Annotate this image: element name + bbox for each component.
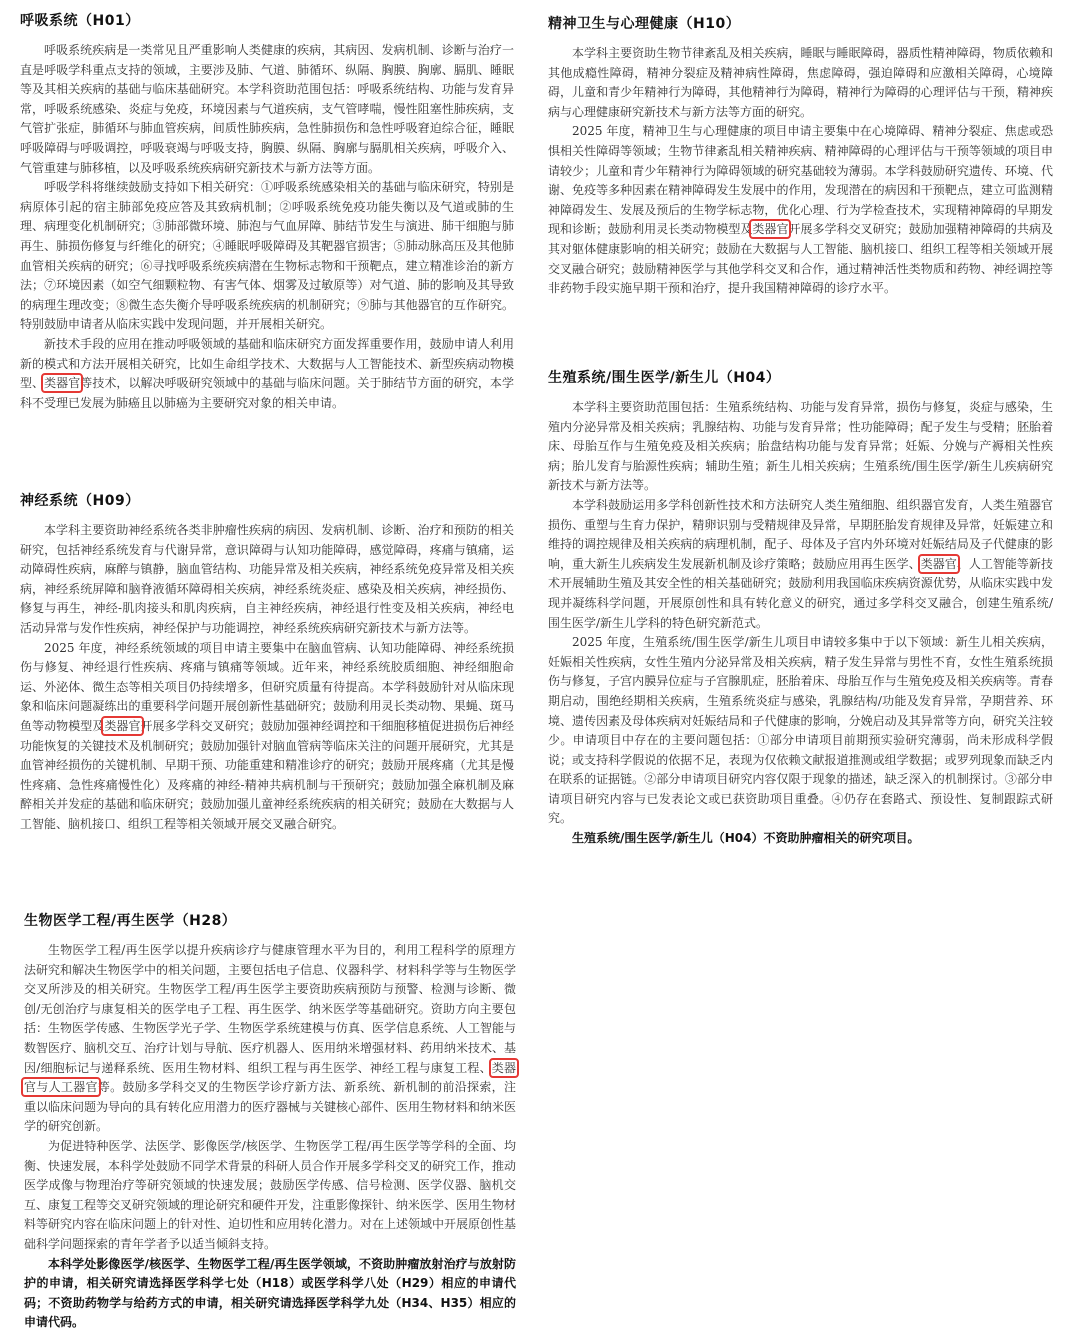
text-run: 、人工智能等新技术开展辅助生殖及其安全性的相关基础研究；鼓励利用我国临床疾病资源优势，从临床实践中发现并凝练科学问题，开展原创性和具有转化意义的研究，通过多学科交叉融合，创建生殖系统/围生医学/新生儿学科的特色研究新范式。 <box>548 556 1053 630</box>
text-run: 等。鼓励多学科交叉的生物医学诊疗新方法、新系统、新机制的前沿探索，注重以临床问题为导向的具有转化应用潜力的医疗器械与关键核心部件、医用生物材料和纳米医学的研究创新。 <box>24 1080 517 1134</box>
section-mental-health-h10 <box>548 13 1053 299</box>
paragraph: 本学科主要资助范围包括：生殖系统结构、功能与发育异常，损伤与修复，炎症与感染，生殖内分泌异常及相关疾病；乳腺结构、功能与发育异常；性功能障碍；配子发生与受精；胚胎着床、母胎互作与生殖免疫及相关疾病；胎盘结构功能与发育异常；妊娠、分娩与产褥相关性疾病；胎儿发育与胎源性疾病；辅助生殖；新生儿相关疾病；生殖系统/围生医学/新生儿疾病研究新技术与新方法等。 <box>548 400 1053 493</box>
paragraph: 呼吸学科将继续鼓励支持如下相关研究：①呼吸系统感染相关的基础与临床研究，特别是病原体引起的宿主肺部免疫应答及其致病机制；②呼吸系统免疫功能失衡以及气道或肺的生理、病理变化机制研究；③肺部微环境、肺泡与气血屏障、肺结节发生与演进、肺干细胞与肺再生、肺损伤修复与纤维化的研究；④睡眠呼吸障碍及其靶器官损害；⑤肺动脉高压及其他肺血管相关疾病的研究；⑥寻找呼吸系统疾病潜在生物标志物和干预靶点，建立精准诊治的新方法；⑦环境因素（如空气细颗粒物、有害气体、烟雾及过敏原等）对气道、肺的影响及其导致的病理生理改变；⑧微生态失衡介导呼吸系统疾病的机制研究；⑨肺与其他器官的互作研究。特别鼓励申请者从临床实践中发现问题，并开展相关研究。 <box>20 180 514 332</box>
highlighted-keyword: 类器官 <box>752 222 789 237</box>
section-title: 生物医学工程/再生医学（H28） <box>24 913 237 929</box>
section-title: 生殖系统/围生医学/新生儿（H04） <box>548 370 781 386</box>
paragraph <box>20 639 514 835</box>
highlighted-keyword: 类器官 <box>104 718 141 733</box>
paragraph-note: 本科学处影像医学/核医学、生物医学工程/再生医学领域，不资助肿瘤放射治疗与放射防护的申请，相关研究请选择医学科学七处（H18）或医学科学八处（H29）相应的申请代码；不资助药物学与给药方式的申请，相关研究请选择医学科学九处（H34、H35）相应的申请代码。 <box>24 1256 516 1330</box>
paragraph: 2025 年度，生殖系统/围生医学/新生儿项目申请较多集中于以下领域：新生儿相关疾病，妊娠相关性疾病，女性生殖内分泌异常及相关疾病，精子发生异常与男性不育，女性生殖系统损伤与修复，子宫内膜异位症与子宫腺肌症，胚胎着床、母胎互作与生殖免疫及相关疾病等。青春期启动，围绝经期相关疾病，生殖系统炎症与感染，乳腺结构/功能及发育异常，孕期营养、环境、遗传因素及母体疾病对妊娠结局和子代健康的影响，分娩启动及其异常等方向，研究关注较少。申请项目中存在的主要问题包括：①部分申请项目前期预实验研究薄弱，尚未形成科学假说；或支持科学假说的依据不足，表现为仅依赖文献报道推测或组学数据；或罗列现象而缺乏内在联系的证据链。②部分申请项目研究内容仅限于现象的描述，缺乏深入的机制探讨。③部分申请项目研究内容与已发表论文或已获资助项目重叠。④仍存在套路式、预设性、复制跟踪式研究。 <box>548 635 1053 826</box>
section-reproductive-h04 <box>548 367 1053 849</box>
section-respiratory-h01 <box>20 10 514 413</box>
paragraph: 本学科主要资助神经系统各类非肿瘤性疾病的病因、发病机制、诊断、治疗和预防的相关研究，包括神经系统发育与代谢异常，意识障碍与认知功能障碍，感觉障碍，疼痛与镇痛，运动障碍性疾病，麻醉与镇静，脑血管结构、功能异常及相关疾病，神经系统免疫异常及相关疾病，神经系统屏障和脑脊液循环障碍相关疾病，神经系统炎症、感染及相关疾病，神经损伤、修复与再生，神经-肌肉接头和肌肉疾病，自主神经疾病，神经退行性变及相关疾病，神经电活动异常与发作性疾病，神经保护与功能调控，神经系统疾病研究新技术与新方法等。 <box>20 523 514 635</box>
text-run: 本学科鼓励运用多学科创新性技术和方法研究人类生殖细胞、组织器官发育，人类生殖器官损伤、重塑与生育力保护，精卵识别与受精规律及异常，早期胚胎发育规律及异常，妊娠建立和维持的调控规律及相关疾病的病理机制，配子、母体及子宫内外环境对妊娠结局及子代健康的影响，重大新生儿疾病发生发展新机制及诊疗策略；鼓励应用再生医学、 <box>548 497 1053 571</box>
text-run: 2025 年度，精神卫生与心理健康的项目申请主要集中在心境障碍、精神分裂症、焦虑或恐惧相关性障碍等领域；生物节律紊乱相关精神疾病、精神障碍的心理评估与干预等领域的项目申请较少；儿童和青少年精神行为障碍领域的研究基础较为薄弱。本学科鼓励研究遗传、环境、代谢、免疫等多种因素在精神障碍发生发展中的作用，发现潜在的病因和干预靶点，建立可监测精神障碍发生、发展及预后的生物学标志物，优化心理、行为学检查技术，实现精神障碍的早期发现和诊断；鼓励利用灵长类动物模型及 <box>548 124 1053 237</box>
paragraph <box>548 122 1053 298</box>
text-run: 新技术手段的应用在推动呼吸领域的基础和临床研究方面发挥重要作用，鼓励申请人利用新的模式和方法开展相关研究，比如生命组学技术、大数据与人工智能技术、新型疾病动物模型、 <box>20 336 514 391</box>
text-run: 等技术，以解决呼吸研究领域中的基础与临床问题。关于肺结节方面的研究，本学科不受理已发展为肺癌且以肺癌为主要研究对象的相关申请。 <box>20 376 514 410</box>
paragraph: 呼吸系统疾病是一类常见且严重影响人类健康的疾病，其病因、发病机制、诊断与治疗一直是呼吸学科重点支持的领域，主要涉及肺、气道、肺循环、纵隔、胸膜、胸廓、膈肌、睡眠等及其相关疾病的基础与临床基础研究。本学科资助范围包括：呼吸系统结构、功能与发育异常，呼吸系统感染、炎症与免疫，环境因素与气道疾病，支气管哮喘，慢性阻塞性肺疾病，支气管扩张症，肺循环与肺血管疾病，间质性肺疾病，急性肺损伤和急性呼吸窘迫综合征，睡眠呼吸障碍与呼吸调控，呼吸衰竭与呼吸支持，胸膜、纵隔、胸廓与膈肌相关疾病，呼吸介入、气管重建与肺移植，以及呼吸系统疾病研究新技术与新方法等方面。 <box>20 43 514 175</box>
paragraph-note: 生殖系统/围生医学/新生儿（H04）不资助肿瘤相关的研究项目。 <box>572 831 920 846</box>
section-title: 神经系统（H09） <box>20 493 140 509</box>
highlighted-keyword: 类器官与人工器官 <box>24 1060 516 1095</box>
section-title: 精神卫生与心理健康（H10） <box>548 16 741 32</box>
highlighted-keyword: 类器官 <box>920 556 957 571</box>
text-run: 开展多学科交叉研究；鼓励加强精神障碍的共病及其对躯体健康影响的相关研究；鼓励在大数据与人工智能、脑机接口、组织工程等相关领域开展交叉融合研究；鼓励精神医学与其他学科交叉和合作，通过精神活性类物质和药物、神经调控等非药物手段实施早期干预和治疗，提升我国精神障碍的诊疗水平。 <box>548 222 1053 296</box>
highlighted-keyword: 类器官 <box>44 376 81 391</box>
text-run: 开展多学科交叉研究；鼓励加强神经调控和干细胞移植促进损伤后神经功能恢复的关键技术及机制研究；鼓励加强针对脑血管病等临床关注的问题开展研究，尤其是血管神经损伤的关键机制、早期干预、功能重建和精准诊疗的研究；鼓励开展疼痛（尤其是慢性疼痛、急性疼痛慢性化）及疼痛的神经-精神共病机制与干预研究；鼓励加强全麻机制及麻醉相关并发症的基础和临床研究；鼓励加强儿童神经系统疾病的相关研究；鼓励在大数据与人工智能、脑机接口、组织工程等相关领域开展交叉融合研究。 <box>20 718 514 831</box>
paragraph <box>24 941 516 1137</box>
paragraph <box>548 496 1053 633</box>
section-biomedical-engineering-h28 <box>24 910 516 1333</box>
section-nervous-h09 <box>20 490 514 835</box>
text-run: 生物医学工程/再生医学以提升疾病诊疗与健康管理水平为目的，利用工程科学的原理方法研究和解决生物医学中的相关问题，主要包括电子信息、仪器科学、材料科学等与生物医学交叉所涉及的相关研究。生物医学工程/再生医学主要资助疾病预防与预警、检测与诊断、微创/无创治疗与康复相关的医学电子工程、再生医学、纳米医学等基础研究。资助方向主要包括：生物医学传感、生物医学光子学、生物医学系统建模与仿真、医学信息系统、人工智能与数智医疗、脑机交互、治疗计划与导航、医疗机器人、医用纳米增强材料、药用纳米技术、基因/细胞标记与递释系统、医用生物材料、组织工程与再生医学、神经工程与康复工程、 <box>24 943 517 1075</box>
paragraph <box>20 335 514 413</box>
section-title: 呼吸系统（H01） <box>20 13 140 29</box>
text-run: 2025 年度，神经系统领域的项目申请主要集中在脑血管病、认知功能障碍、神经系统损伤与修复、神经退行性疾病、疼痛与镇痛等领域。近年来，神经系统胶质细胞、神经细胞命运、外泌体、微生态等相关项目仍持续增多，但研究质量有待提高。本学科鼓励针对从临床现象和临床问题凝练出的重要科学问题开展创新性基础研究；鼓励利用灵长类动物、果蝇、斑马鱼等动物模型及 <box>20 640 514 733</box>
paragraph: 为促进特种医学、法医学、影像医学/核医学、生物医学工程/再生医学等学科的全面、均衡、快速发展，本科学处鼓励不同学术背景的科研人员合作开展多学科交叉的研究工作，推动医学成像与物理治疗等研究领域的快速发展；鼓励医学传感、信号检测、医学仪器、脑机交互、康复工程等交叉研究领域的理论研究和硬件开发，注重影像探针、纳米医学、医用生物材料等研究内容在临床问题上的针对性、迫切性和应用转化潜力。对在上述领域中开展原创性基础科学问题探索的青年学者予以适当倾斜支持。 <box>24 1138 517 1251</box>
paragraph: 本学科主要资助生物节律紊乱及相关疾病，睡眠与睡眠障碍，器质性精神障碍，物质依赖和其他成瘾性障碍，精神分裂症及精神病性障碍，焦虑障碍，强迫障碍和应激相关障碍，心境障碍，儿童和青少年精神行为障碍，其他精神行为障碍，精神行为障碍的心理评估与干预，精神疾病与心理健康研究新技术与新方法等方面的研究。 <box>548 46 1053 119</box>
